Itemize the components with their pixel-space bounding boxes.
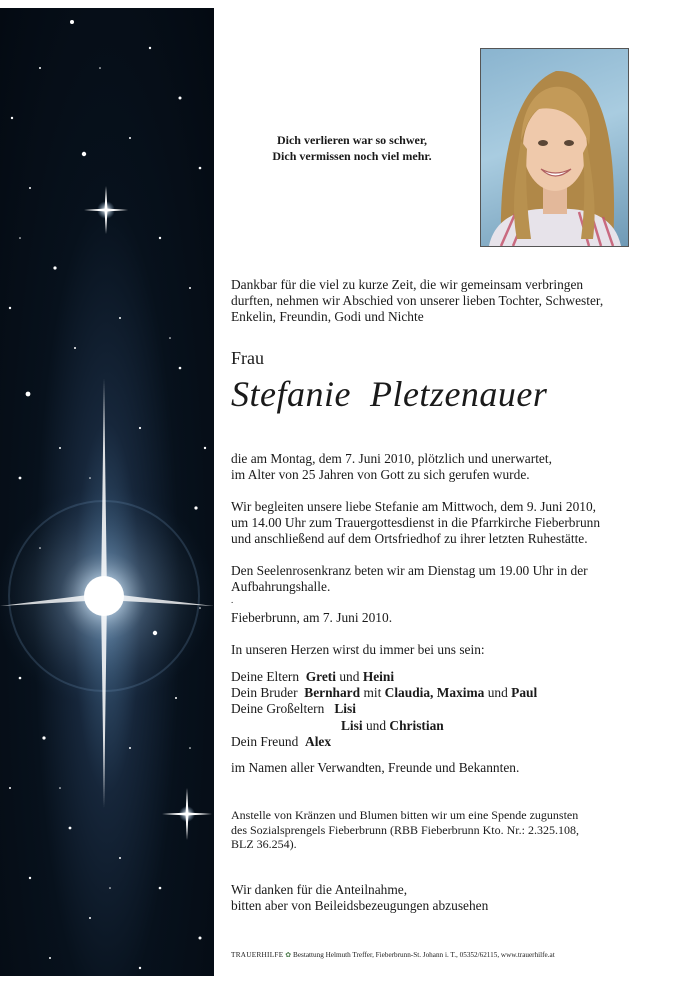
family-brother (231, 685, 631, 701)
portrait-illustration (481, 49, 628, 246)
thanks-notice (231, 882, 631, 914)
deceased-name: Stefanie Pletzenauer (231, 374, 548, 414)
donation-line-2: des Sozialsprengels Fieberbrunn (RBB Fieberbrunn Kto. Nr.: 2.325.108, (231, 822, 579, 837)
rosary-line-2: Aufbahrungshalle. (231, 579, 331, 595)
funeral-line-3: und anschließend auf dem Ortsfriedhof zu ihrer letzten Ruhestätte. (231, 531, 588, 547)
and-word-3: und (365, 717, 387, 733)
relatives-text: im Namen aller Verwandten, Freunde und Bekannten. (231, 760, 520, 775)
brother-label: Dein Bruder (231, 685, 298, 701)
friend-label: Dein Freund (231, 733, 299, 749)
rosary-line-1: Den Seelenrosenkranz beten wir am Dienstag um 19.00 Uhr in der (231, 563, 588, 578)
flower-icon: ✿ (285, 951, 292, 959)
donation-notice (231, 808, 631, 852)
brother-child: Paul (511, 685, 538, 701)
family-parents (231, 669, 631, 685)
rosary-dot: . (231, 595, 234, 606)
funeral-line-2: um 14.00 Uhr zum Trauergottesdienst in die Pfarrkirche Fieberbrunn (231, 515, 601, 531)
portrait-photo (480, 48, 629, 247)
family-list (231, 669, 631, 750)
place-date-text: Fieberbrunn, am 7. Juni 2010. (231, 610, 393, 625)
grandparents-label: Deine Großeltern (231, 701, 325, 717)
grandparent-2b: Christian (389, 717, 444, 733)
footer-text: Bestattung Helmuth Treffer, Fieberbrunn-St. Johann i. T., 05352/62115, www.trauerhilfe.at (293, 951, 555, 959)
quote-line-2: Dich vermissen noch viel mehr. (272, 149, 432, 163)
footer-brand: TRAUERHILFE (231, 951, 284, 959)
thanks-line-1: Wir danken für die Anteilnahme, (231, 882, 408, 897)
intro-line-3: Enkelin, Freundin, Godi und Nichte (231, 309, 424, 325)
donation-line-1: Anstelle von Kränzen und Blumen bitten wir um eine Spende zugunsten (231, 808, 579, 822)
footer (231, 950, 555, 959)
death-line-1: die am Montag, dem 7. Juni 2010, plötzlich und unerwartet, (231, 451, 552, 466)
rosary-notice (231, 563, 631, 605)
funeral-notice (231, 499, 631, 548)
death-notice (231, 451, 631, 483)
family-friend (231, 734, 631, 750)
intro-text (231, 277, 631, 326)
and-word-2: und (487, 685, 508, 701)
with-word: mit (363, 685, 382, 701)
friend-name: Alex (305, 733, 332, 749)
family-grandparents-2 (231, 718, 631, 734)
intro-line-2: durften, nehmen wir Abschied von unserer lieben Tochter, Schwester, (231, 293, 604, 309)
quote-line-1: Dich verlieren war so schwer, (276, 133, 428, 147)
death-line-2: im Alter von 25 Jahren von Gott zu sich gerufen wurde. (231, 467, 530, 483)
parents-label: Deine Eltern (231, 669, 300, 684)
grandparent-2a: Lisi (341, 717, 363, 733)
grandparent-1: Lisi (334, 701, 356, 717)
heart-line (231, 642, 631, 658)
family-grandparents (231, 701, 631, 717)
place-date (231, 610, 631, 626)
intro-line-1: Dankbar für die viel zu kurze Zeit, die wir gemeinsam verbringen (231, 277, 584, 292)
star-field-image (0, 8, 214, 976)
parent-1: Greti (305, 669, 336, 684)
donation-line-3: BLZ 36.254). (231, 837, 297, 851)
parent-2: Heini (362, 669, 395, 684)
and-word: und (339, 669, 360, 684)
memorial-quote (232, 132, 472, 164)
thanks-line-2: bitten aber von Beileidsbezeugungen abzusehen (231, 898, 489, 914)
brother-name: Bernhard (304, 685, 361, 701)
funeral-line-1: Wir begleiten unsere liebe Stefanie am Mittwoch, dem 9. Juni 2010, (231, 499, 597, 514)
star-field-graphic (0, 8, 214, 976)
brother-family: Claudia, Maxima (384, 685, 485, 701)
heart-line-text: In unseren Herzen wirst du immer bei uns sein: (231, 642, 485, 657)
relatives-line (231, 760, 631, 776)
salutation: Frau (231, 348, 264, 368)
